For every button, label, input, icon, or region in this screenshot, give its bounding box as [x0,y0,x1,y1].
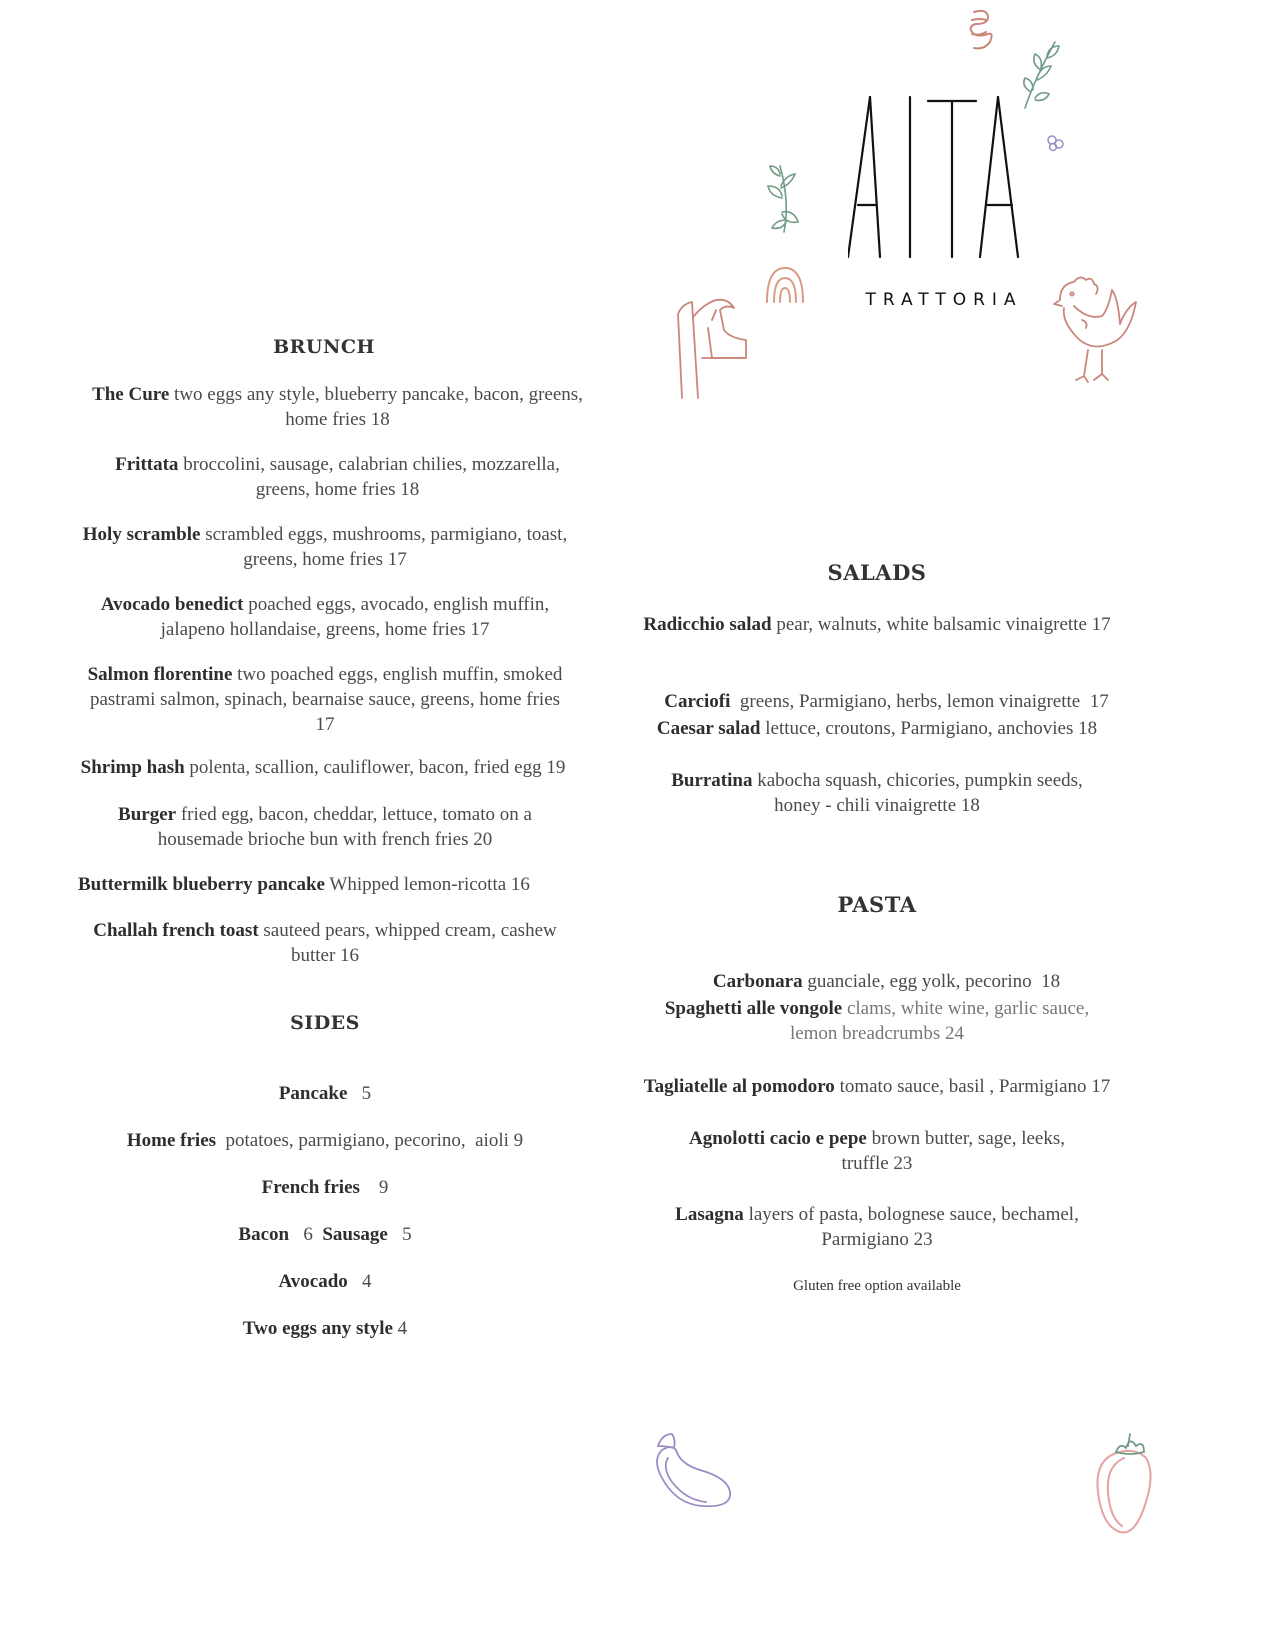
item-description: greens, home fries 17 [243,549,407,570]
menu-item [60,382,615,432]
item-description: pastrami salmon, spinach, bearnaise sauce, greens, home fries [89,689,561,710]
side-item [60,1128,590,1153]
item-price: 9 [359,1177,389,1198]
menu-item [612,768,1142,818]
boot-icon [672,298,756,402]
shrimp-icon [964,6,998,56]
menu-item [612,612,1142,637]
item-price: 4 [392,1318,408,1339]
item-name: Shrimp hash [80,757,185,778]
menu-item [612,716,1142,741]
menu-item [60,872,590,897]
item-name: Caesar salad [656,718,761,739]
item-name: Bacon [238,1224,290,1245]
logo-subtitle: TRATTORIA [865,290,1023,310]
menu-item [60,662,590,737]
item-name: Avocado [278,1271,348,1292]
item-name: Carciofi [664,691,731,712]
item-description: home fries 18 [285,409,390,430]
sides-title: SIDES [290,1012,360,1034]
item-description: jalapeno hollandaise, greens, home fries 17 [160,619,490,640]
item-description: kabocha squash, chicories, pumpkin seeds, [752,770,1083,791]
item-description: greens, home fries 18 [255,479,420,500]
item-name: Lasagna [675,1204,744,1225]
item-description: lemon breadcrumbs 24 [789,1023,965,1044]
logo [848,95,1038,315]
menu-item [612,1202,1142,1252]
item-description: scrambled eggs, mushrooms, parmigiano, toast, [200,524,568,545]
item-description: lettuce, croutons, Parmigiano, anchovies 18 [760,718,1098,739]
strawberry-icon [1090,1430,1170,1534]
item-name: Burger [118,804,177,825]
item-name: French fries [261,1177,360,1198]
item-price: 4 [347,1271,372,1292]
item-description: poached eggs, avocado, english muffin, [243,594,550,615]
item-description: two eggs any style, blueberry pancake, bacon, greens, [169,384,583,405]
chicken-icon [1052,272,1142,384]
item-name: Frittata [115,454,179,475]
item-description: two poached eggs, english muffin, smoked [232,664,563,685]
menu-item [612,1126,1142,1176]
item-description: tomato sauce, basil , Parmigiano 17 [834,1076,1111,1097]
menu-item [60,755,586,780]
item-description: 17 [315,714,335,735]
item-name: Avocado benedict [100,594,244,615]
menu-item [60,592,590,642]
item-description: broccolini, sausage, calabrian chilies, mozzarella, [178,454,560,475]
item-description: Parmigiano 23 [821,1229,933,1250]
menu-item [60,452,615,502]
item-description: sauteed pears, whipped cream, cashew [258,920,557,941]
item-name: Challah french toast [93,920,259,941]
brunch-title: BRUNCH [273,336,375,358]
gluten-free-note: Gluten free option available [793,1278,961,1294]
herb-sprig-icon [1017,38,1063,110]
item-name: Sausage [322,1224,388,1245]
pasta-title: PASTA [837,892,917,917]
eggplant-icon [650,1430,740,1512]
side-item [60,1316,590,1341]
item-price: 5 [387,1224,412,1245]
side-item [60,1081,590,1106]
item-name: Carbonara [712,971,803,992]
item-description: Whipped lemon-ricotta 16 [325,874,530,895]
rainbow-icon [763,262,807,306]
item-name: Radicchio salad [643,614,772,635]
item-description: brown butter, sage, leeks, [866,1128,1065,1149]
item-description: honey - chili vinaigrette 18 [774,795,980,816]
menu-item [612,1074,1142,1099]
item-name: Holy scramble [82,524,201,545]
salads-pasta-column [612,560,1142,1340]
item-description: potatoes, parmigiano, pecorino, aioli 9 [216,1130,524,1151]
menu-item [60,918,590,968]
item-name: Home fries [126,1130,217,1151]
item-name: Tagliatelle al pomodoro [643,1076,835,1097]
logo-wordmark [848,95,1038,275]
item-name: Spaghetti alle vongole [664,998,843,1019]
item-description: polenta, scallion, cauliflower, bacon, fried egg 19 [184,757,566,778]
side-item [60,1175,590,1200]
herb-sprig-icon [764,162,814,234]
item-description: housemade brioche bun with french fries 20 [157,829,493,850]
item-name: Two eggs any style [242,1318,393,1339]
item-name: Pancake [278,1083,348,1104]
item-description: truffle 23 [841,1153,913,1174]
item-description: greens, Parmigiano, herbs, lemon vinaigrette 17 [730,691,1109,712]
menu-item [612,996,1142,1046]
item-name: Burratina [671,770,753,791]
item-description: clams, white wine, garlic sauce, [842,998,1090,1019]
item-description: pear, walnuts, white balsamic vinaigrette 17 [771,614,1111,635]
menu-item [60,802,590,852]
blueberry-icon [1045,132,1067,154]
item-name: Buttermilk blueberry pancake [78,874,325,895]
item-description: guanciale, egg yolk, pecorino 18 [802,971,1061,992]
side-item [60,1269,590,1294]
side-item [60,1222,590,1247]
item-description: layers of pasta, bolognese sauce, bechamel, [743,1204,1079,1225]
item-description: fried egg, bacon, cheddar, lettuce, tomato on a [176,804,532,825]
salads-title: SALADS [827,560,927,585]
item-name: The Cure [92,384,170,405]
item-price: 6 [289,1224,323,1245]
item-price: 5 [347,1083,372,1104]
item-name: Salmon florentine [87,664,233,685]
item-description: butter 16 [290,945,360,966]
menu-item [60,522,590,572]
item-name: Agnolotti cacio e pepe [689,1128,867,1149]
